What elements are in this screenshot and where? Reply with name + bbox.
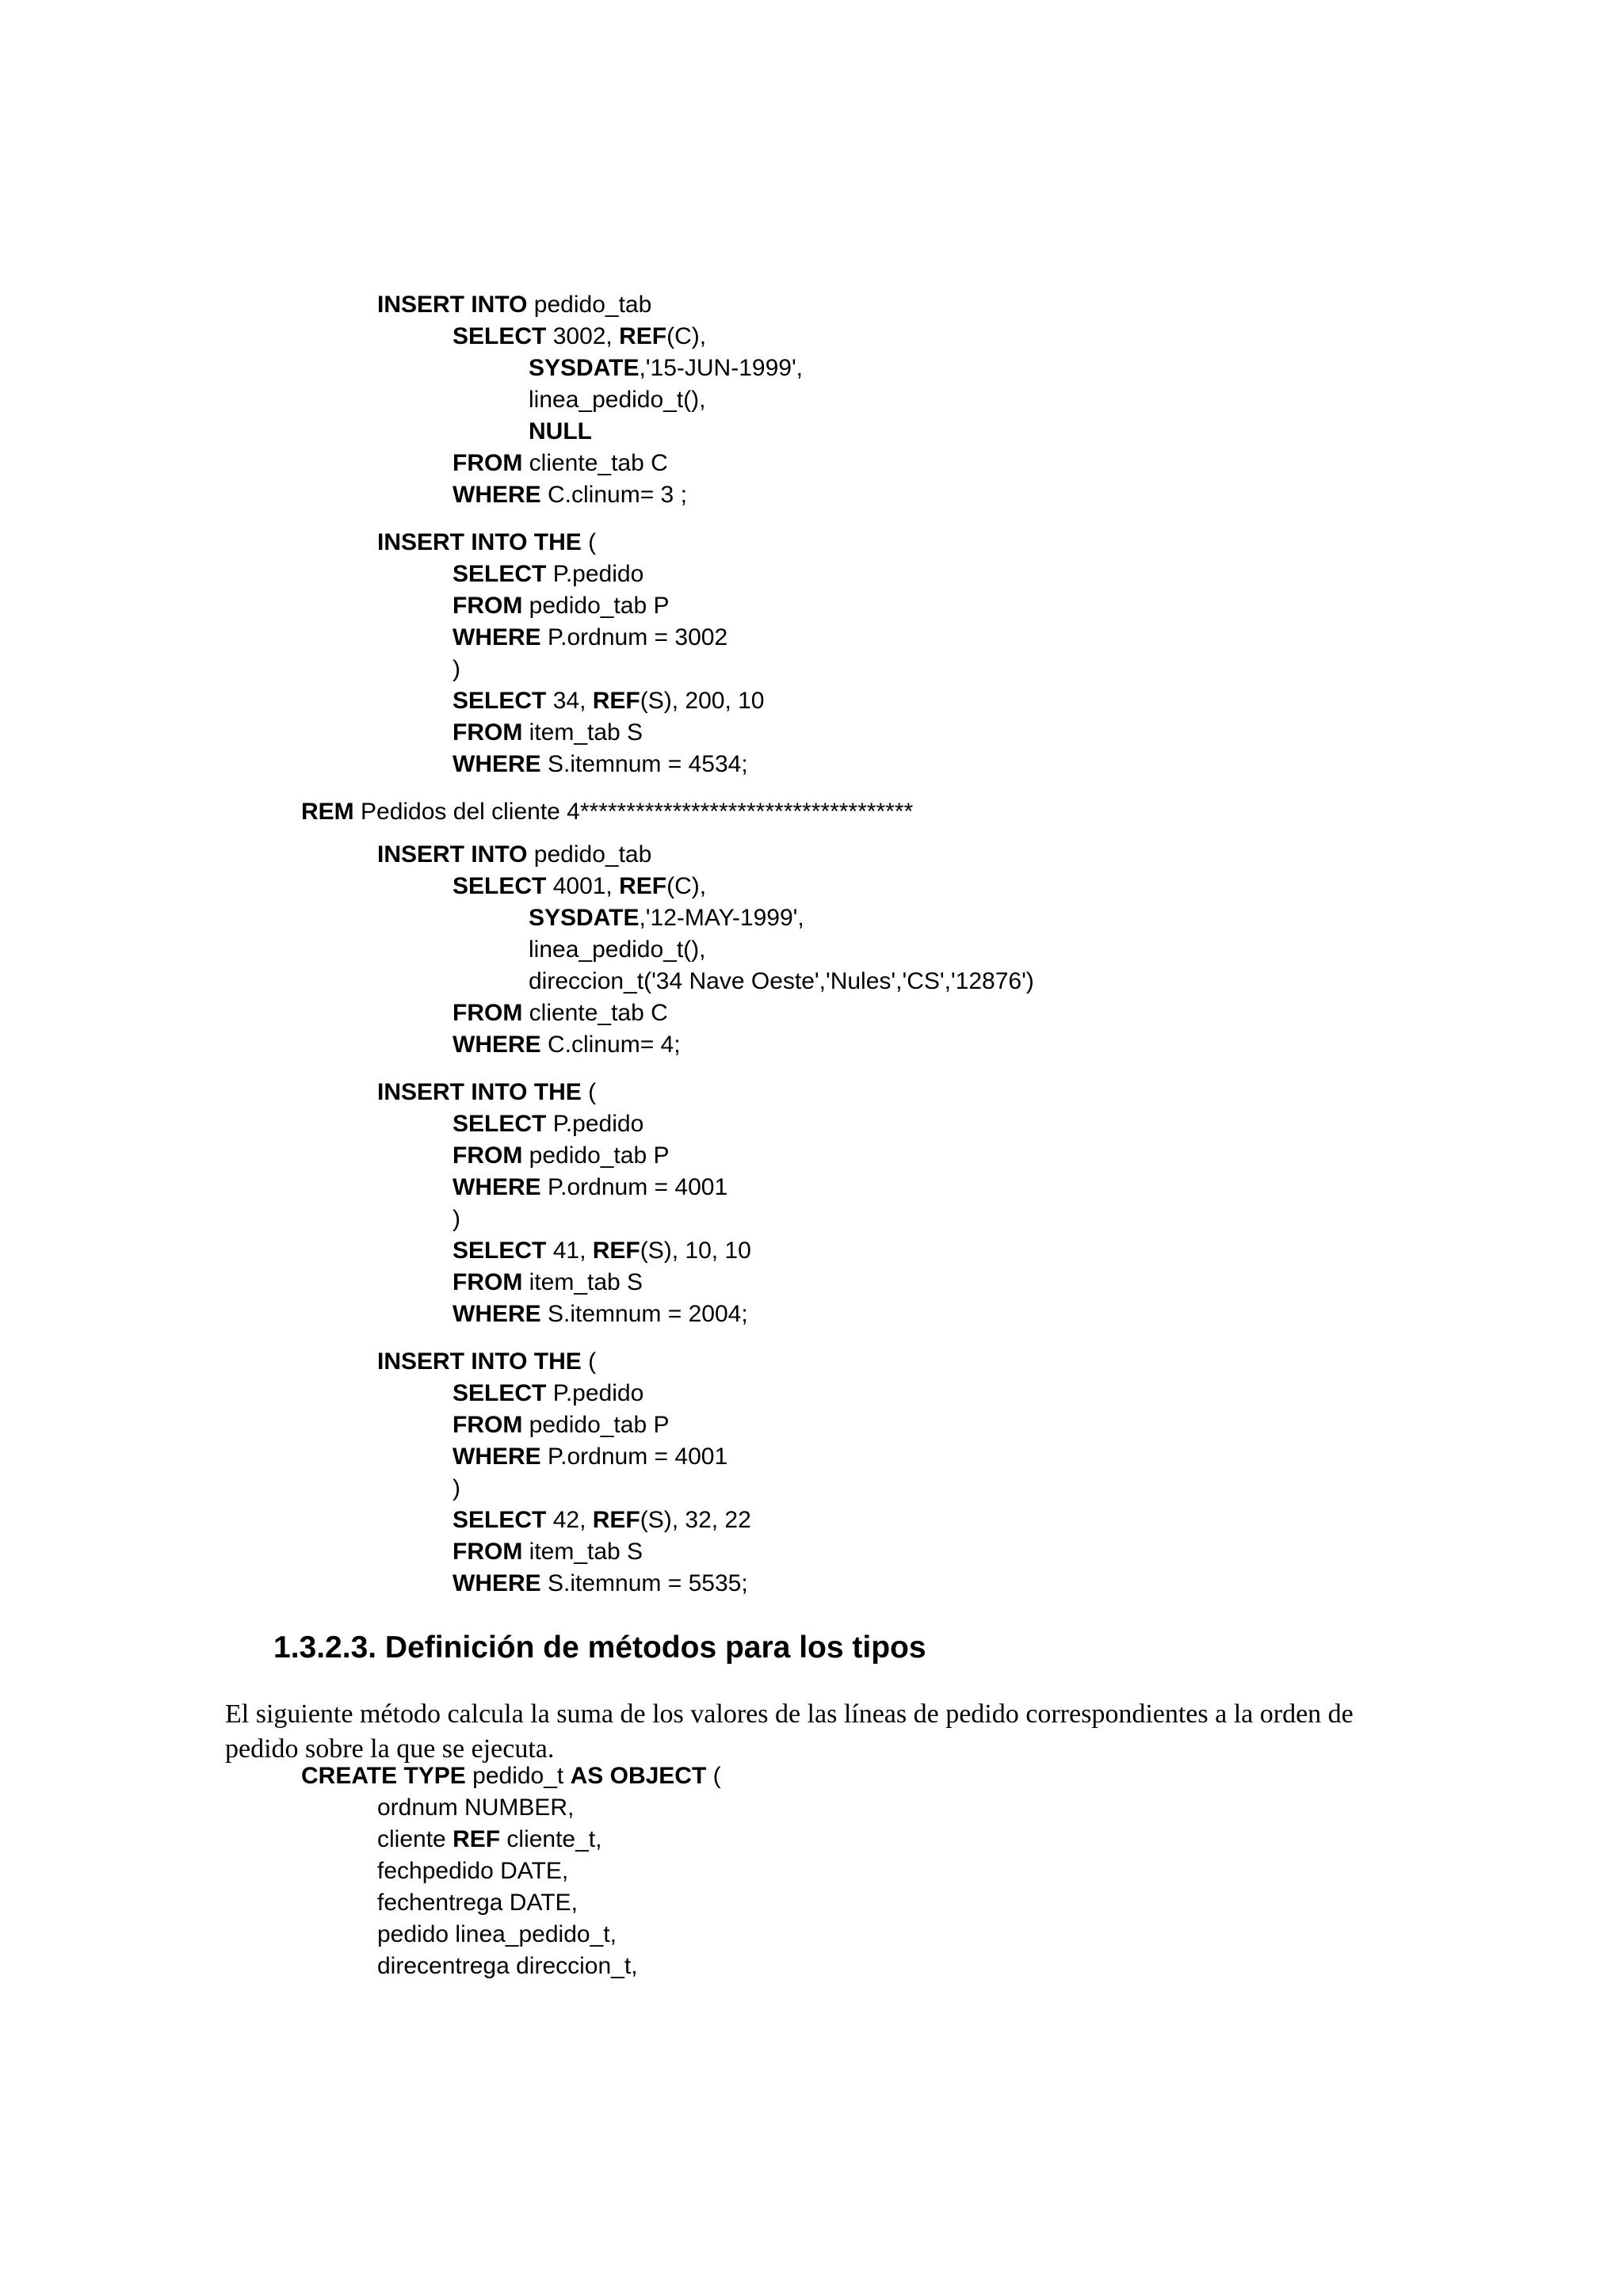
sql-keyword: FROM	[453, 1000, 523, 1026]
sql-text: cliente_tab C	[522, 450, 668, 476]
sql-keyword: SELECT	[453, 1507, 547, 1533]
sql-text: (C),	[666, 873, 707, 899]
sql-text: P.ordnum = 4001	[540, 1174, 728, 1200]
sql-keyword: INSERT INTO THE	[377, 529, 582, 555]
code-line	[453, 1505, 751, 1536]
sql-keyword: WHERE	[453, 1301, 541, 1327]
sql-keyword: WHERE	[453, 1444, 541, 1470]
sql-text: ,'12-MAY-1999',	[639, 905, 804, 931]
sql-text: P.ordnum = 4001	[540, 1444, 728, 1470]
code-line	[377, 527, 596, 559]
sql-text: pedido_tab P	[522, 593, 670, 619]
sql-keyword: FROM	[453, 719, 523, 746]
sql-text: (S), 32, 22	[640, 1507, 751, 1533]
code-line	[453, 1441, 727, 1473]
sql-text: item_tab S	[522, 1269, 643, 1295]
code-line	[453, 1203, 460, 1235]
sql-text: (S), 10, 10	[640, 1238, 751, 1264]
sql-keyword: SELECT	[453, 1111, 547, 1137]
sql-keyword: SELECT	[453, 1380, 547, 1406]
sql-keyword: INSERT INTO THE	[377, 1348, 582, 1375]
sql-text: 3002,	[546, 323, 620, 349]
code-line	[453, 749, 748, 780]
code-line	[453, 1108, 643, 1140]
sql-keyword: FROM	[453, 1269, 523, 1295]
sql-text: linea_pedido_t(),	[529, 936, 706, 963]
code-line	[453, 1235, 751, 1267]
sql-text: direcentrega direccion_t,	[377, 1953, 638, 1979]
sql-text: pedido_tab	[527, 841, 652, 868]
code-line	[453, 1267, 643, 1299]
sql-text: )	[453, 656, 460, 682]
sql-text: (	[706, 1763, 721, 1789]
code-line	[453, 1172, 727, 1203]
sql-keyword: SELECT	[453, 1238, 547, 1264]
code-line	[453, 448, 668, 479]
intro-paragraph: El siguiente método calcula la suma de los valores de las líneas de pedido correspondientes a la orden de pedido sobre la que se ejecuta.	[225, 1699, 1354, 1764]
sql-text: ordnum NUMBER,	[377, 1794, 575, 1821]
sql-text: cliente_tab C	[522, 1000, 668, 1026]
sql-text: (C),	[666, 323, 707, 349]
sql-keyword: AS OBJECT	[570, 1763, 707, 1789]
sql-keyword: REF	[619, 873, 667, 899]
code-line	[377, 1077, 596, 1108]
code-line	[453, 1029, 681, 1061]
sql-keyword: SYSDATE	[529, 355, 640, 381]
sql-keyword: FROM	[453, 1539, 523, 1565]
sql-text: pedido linea_pedido_t,	[377, 1921, 617, 1947]
sql-keyword: WHERE	[453, 482, 541, 508]
code-line	[377, 1919, 617, 1951]
code-line	[453, 685, 765, 717]
code-line	[453, 717, 643, 749]
code-line	[529, 416, 592, 448]
sql-keyword: REF	[592, 688, 640, 714]
sql-text: P.pedido	[546, 1380, 644, 1406]
sql-text: fechentrega DATE,	[377, 1890, 578, 1916]
code-line	[453, 559, 643, 590]
sql-keyword: WHERE	[453, 751, 541, 777]
sql-text: item_tab S	[522, 1539, 643, 1565]
sql-keyword: REF	[592, 1238, 640, 1264]
sql-keyword: INSERT INTO	[377, 292, 528, 318]
code-line	[377, 289, 651, 321]
sql-text: (	[581, 529, 597, 555]
sql-text: (S), 200, 10	[640, 688, 765, 714]
sql-keyword: REF	[453, 1826, 501, 1852]
sql-keyword: SYSDATE	[529, 905, 640, 931]
sql-keyword: SELECT	[453, 323, 547, 349]
code-line	[453, 622, 727, 654]
sql-keyword: CREATE TYPE	[301, 1763, 466, 1789]
sql-keyword: SELECT	[453, 688, 547, 714]
sql-keyword: INSERT INTO THE	[377, 1079, 582, 1105]
sql-text: C.clinum= 3 ;	[540, 482, 687, 508]
sql-text: 34,	[546, 688, 593, 714]
code-line	[377, 1824, 601, 1855]
code-line	[453, 1536, 643, 1568]
sql-text: item_tab S	[522, 719, 643, 746]
sql-text: P.pedido	[546, 1111, 644, 1137]
code-line	[453, 997, 668, 1029]
sql-text: )	[453, 1475, 460, 1501]
code-line	[377, 1951, 638, 1982]
code-line	[453, 1140, 669, 1172]
code-line	[377, 839, 651, 871]
sql-text: P.ordnum = 3002	[540, 624, 728, 650]
sql-keyword: FROM	[453, 1142, 523, 1169]
sql-text: pedido_t	[465, 1763, 571, 1789]
sql-keyword: NULL	[529, 418, 592, 444]
sql-text: pedido_tab P	[522, 1412, 670, 1438]
sql-keyword: REM	[301, 799, 354, 825]
sql-keyword: WHERE	[453, 1032, 541, 1058]
code-line	[529, 902, 804, 934]
sql-keyword: WHERE	[453, 1570, 541, 1596]
sql-text: direccion_t('34 Nave Oeste','Nules','CS','12876')	[529, 968, 1034, 994]
code-line	[377, 1887, 578, 1919]
sql-text: 42,	[546, 1507, 593, 1533]
code-line	[453, 1299, 748, 1330]
code-line	[529, 353, 803, 384]
sql-text: 41,	[546, 1238, 593, 1264]
sql-keyword: SELECT	[453, 561, 547, 587]
code-line	[453, 479, 687, 511]
sql-text: cliente	[377, 1826, 453, 1852]
sql-text: (	[581, 1348, 597, 1375]
code-line	[377, 1792, 574, 1824]
sql-text: S.itemnum = 5535;	[540, 1570, 748, 1596]
code-line	[453, 654, 460, 685]
code-line	[453, 590, 669, 622]
code-line	[453, 1378, 643, 1409]
sql-text: C.clinum= 4;	[540, 1032, 681, 1058]
sql-text: fechpedido DATE,	[377, 1858, 569, 1884]
sql-keyword: SELECT	[453, 873, 547, 899]
code-line	[453, 1473, 460, 1505]
sql-keyword: WHERE	[453, 624, 541, 650]
sql-text: S.itemnum = 2004;	[540, 1301, 748, 1327]
sql-keyword: INSERT INTO	[377, 841, 528, 868]
code-line	[529, 934, 706, 966]
sql-text: Pedidos del cliente 4************************************	[353, 799, 914, 825]
sql-text: )	[453, 1206, 460, 1232]
sql-keyword: REF	[592, 1507, 640, 1533]
code-line	[377, 1855, 568, 1887]
code-line	[529, 384, 706, 416]
sql-text: linea_pedido_t(),	[529, 387, 706, 413]
sql-text: (	[581, 1079, 597, 1105]
sql-keyword: FROM	[453, 1412, 523, 1438]
sql-keyword: FROM	[453, 593, 523, 619]
sql-text: 4001,	[546, 873, 620, 899]
sql-text: pedido_tab P	[522, 1142, 670, 1169]
sql-keyword: WHERE	[453, 1174, 541, 1200]
code-line	[453, 321, 706, 353]
sql-text: pedido_tab	[527, 292, 652, 318]
sql-keyword: REF	[619, 323, 667, 349]
code-line	[529, 966, 1034, 997]
code-line	[453, 1409, 669, 1441]
sql-text: P.pedido	[546, 561, 644, 587]
code-line	[453, 871, 706, 902]
sql-text: ,'15-JUN-1999',	[639, 355, 804, 381]
sql-keyword: FROM	[453, 450, 523, 476]
code-line	[377, 1346, 596, 1378]
code-line	[453, 1568, 748, 1600]
section-heading: 1.3.2.3. Definición de métodos para los tipos	[273, 1630, 926, 1665]
code-line	[301, 1760, 721, 1792]
code-line	[301, 796, 913, 828]
sql-text: S.itemnum = 4534;	[540, 751, 748, 777]
sql-text: cliente_t,	[500, 1826, 602, 1852]
